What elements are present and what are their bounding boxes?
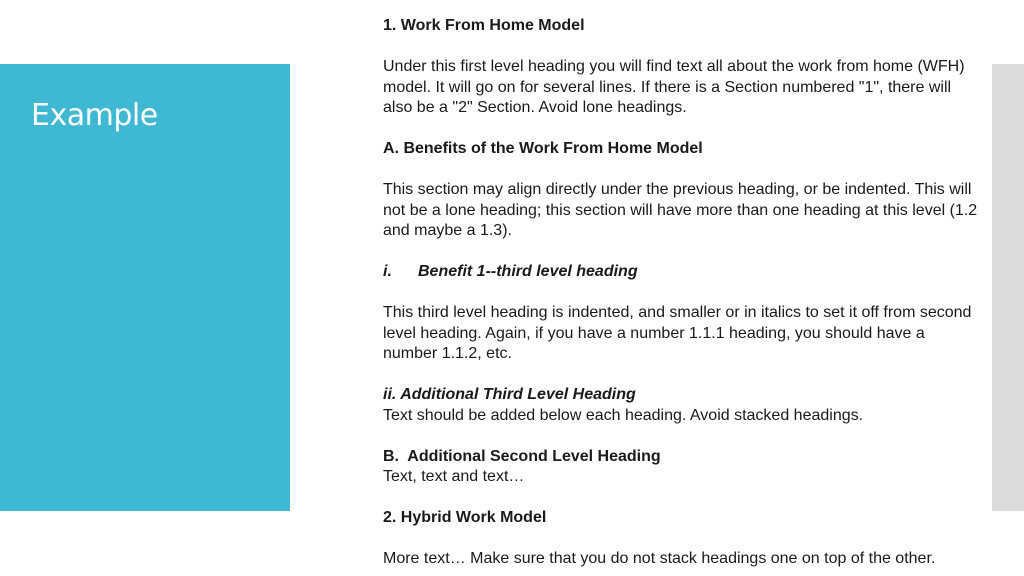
paragraph-additional-second-level: Text, text and text…: [383, 468, 525, 485]
paragraph-hybrid-work: More text… Make sure that you do not stack headings one on top of the other.: [383, 550, 936, 567]
slide-content: [383, 16, 983, 570]
right-side-bar: [992, 64, 1024, 511]
heading-benefit-1: [383, 262, 983, 283]
heading-additional-second-level: B. Additional Second Level Heading: [383, 447, 661, 465]
heading-benefit-1-text: Benefit 1--third level heading: [418, 263, 638, 280]
side-title: Example: [31, 98, 158, 133]
paragraph-benefits: This section may align directly under the previous heading, or be indented. This will not be a lone heading; this section will have more than one heading at this level (1.2 and maybe a 1.3).: [383, 181, 978, 239]
heading-additional-third-level: ii. Additional Third Level Heading: [383, 386, 636, 403]
heading-hybrid-work: 2. Hybrid Work Model: [383, 509, 547, 526]
paragraph-work-from-home: Under this first level heading you will find text all about the work from home (WFH) model. It will go on for several lines. If there is a Section numbered "1", there will also be a "2" Section. Avoid lone headings.: [383, 58, 965, 116]
paragraph-additional-third-level: Text should be added below each heading. Avoid stacked headings.: [383, 406, 864, 424]
paragraph-benefit-1: This third level heading is indented, and smaller or in italics to set it off from second level heading. Again, if you have a number 1.1.1 heading, you should have a number 1.1.2, etc.: [383, 304, 972, 362]
heading-benefit-1-number: i.: [383, 263, 392, 280]
heading-benefits: A. Benefits of the Work From Home Model: [383, 140, 703, 157]
heading-work-from-home: 1. Work From Home Model: [383, 17, 585, 34]
